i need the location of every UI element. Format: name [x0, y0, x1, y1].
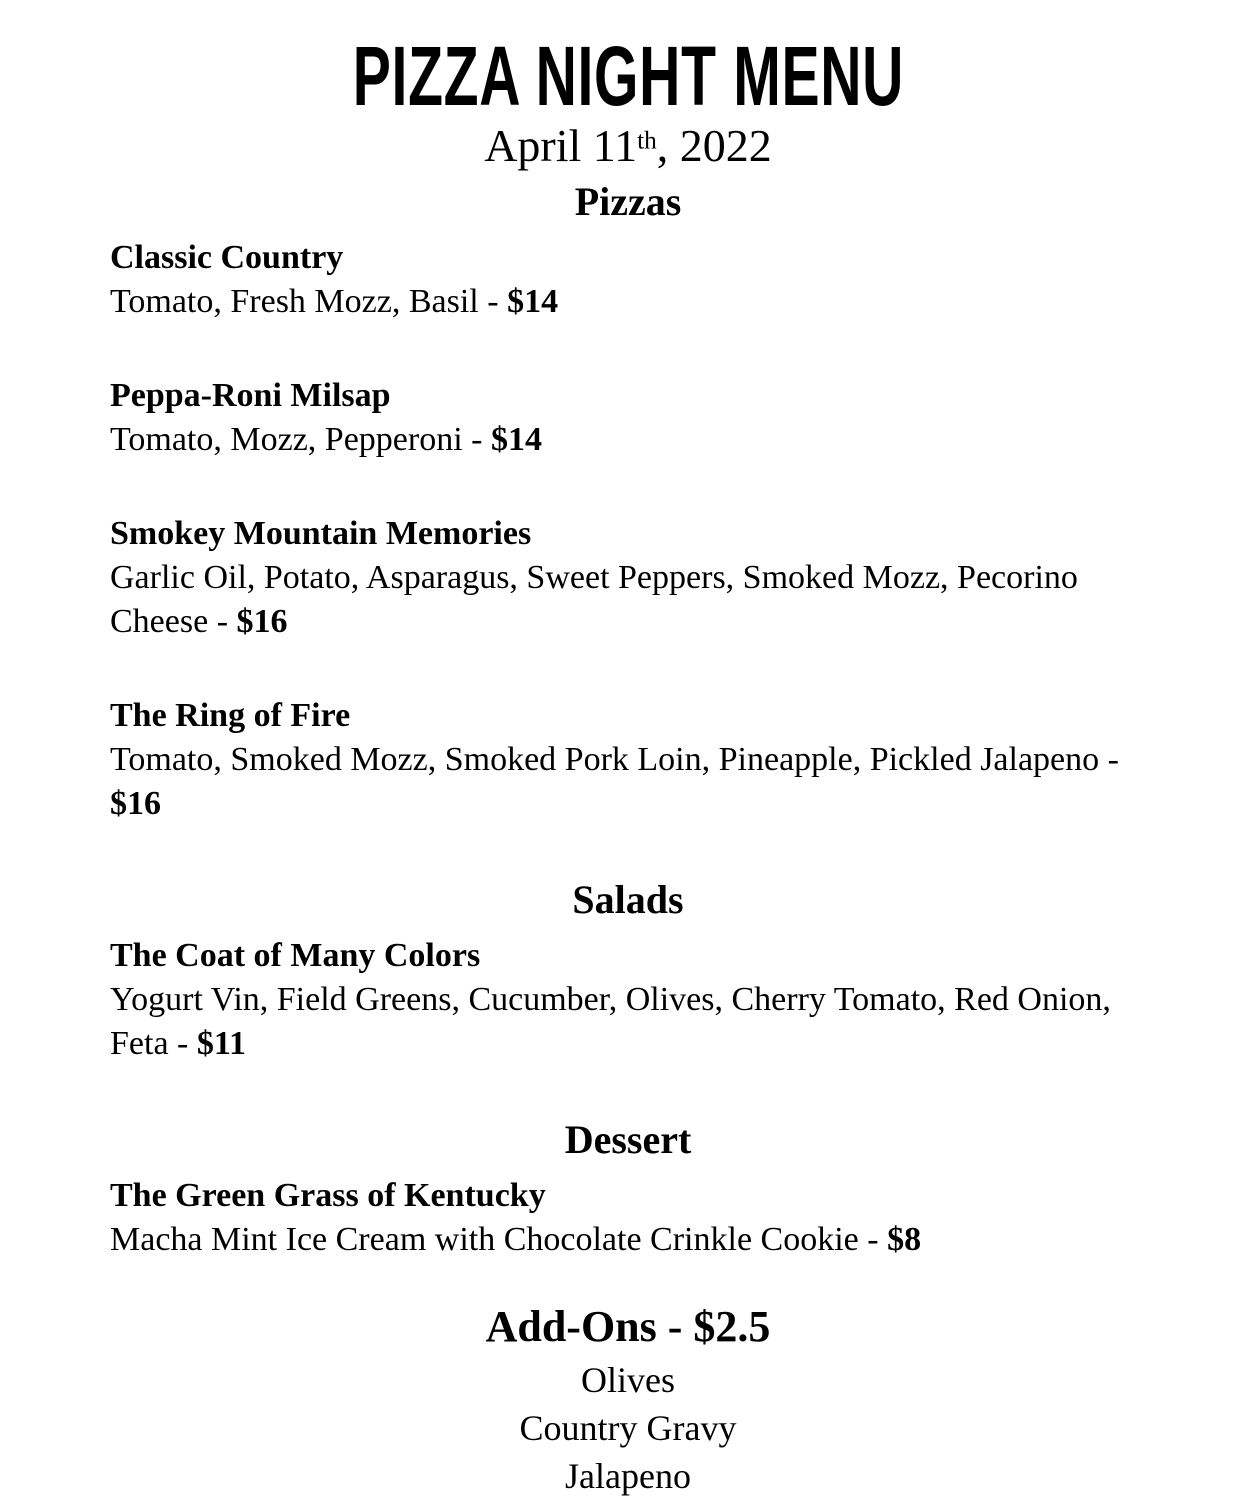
item-price: $14 [490, 420, 542, 458]
item-price: $11 [196, 1024, 246, 1062]
item-description [110, 738, 1146, 826]
item-ingredients: Tomato, Fresh Mozz, Basil [110, 282, 479, 320]
date-day: April 11 [484, 120, 638, 171]
item-ingredients: Tomato, Smoked Mozz, Smoked Pork Loin, Pineapple, Pickled Jalapeno [110, 740, 1100, 778]
item-name: Classic Country [110, 238, 344, 276]
price-separator: - [1099, 740, 1119, 778]
item-ingredients: Yogurt Vin, Field Greens, Cucumber, Olives, Cherry Tomato, Red Onion, Feta [110, 980, 1111, 1062]
item-description [110, 1218, 1146, 1262]
price-separator: - [478, 282, 508, 320]
item-description [110, 978, 1146, 1066]
menu-date [110, 120, 1146, 172]
section-heading-pizzas: Pizzas [574, 178, 682, 224]
menu-item-classic-country [110, 236, 1146, 324]
item-price: $16 [110, 784, 161, 822]
item-price: $14 [507, 282, 559, 320]
price-separator: - [208, 602, 237, 640]
date-year: , 2022 [656, 120, 772, 171]
addon-item-jalapeno: Jalapeno [565, 1455, 691, 1496]
item-name: The Ring of Fire [110, 696, 351, 734]
price-separator: - [168, 1024, 197, 1062]
menu-item-the-green-grass-of-kentucky [110, 1174, 1146, 1262]
item-description [110, 280, 1146, 324]
menu-item-peppa-roni-milsap [110, 374, 1146, 462]
section-heading-dessert: Dessert [564, 1116, 692, 1162]
menu-title-text: PIZZA NIGHT MENU [352, 29, 904, 123]
addons-heading: Add-Ons - $2.5 [485, 1301, 771, 1351]
item-description [110, 556, 1146, 644]
item-description [110, 418, 1146, 462]
addons-section [110, 1302, 1146, 1500]
item-price: $16 [236, 602, 288, 640]
section-heading-salads: Salads [572, 876, 684, 922]
price-separator: - [462, 420, 491, 458]
item-name: The Coat of Many Colors [110, 936, 481, 974]
menu-title [110, 29, 1146, 123]
item-price: $8 [887, 1220, 922, 1258]
menu-item-the-coat-of-many-colors [110, 934, 1146, 1066]
addon-item-country-gravy: Country Gravy [519, 1407, 737, 1448]
item-ingredients: Tomato, Mozz, Pepperoni [110, 420, 463, 458]
item-name: Smokey Mountain Memories [110, 514, 532, 552]
item-ingredients: Garlic Oil, Potato, Asparagus, Sweet Peppers, Smoked Mozz, Pecorino Cheese [110, 558, 1078, 640]
item-name: The Green Grass of Kentucky [110, 1176, 546, 1214]
item-name: Peppa-Roni Milsap [110, 376, 391, 414]
menu-item-the-ring-of-fire [110, 694, 1146, 826]
price-separator: - [858, 1220, 888, 1258]
item-ingredients: Macha Mint Ice Cream with Chocolate Crinkle Cookie [110, 1220, 859, 1258]
addon-item-olives: Olives [581, 1359, 675, 1400]
date-ordinal: th [637, 126, 657, 155]
menu-item-smokey-mountain-memories [110, 512, 1146, 644]
